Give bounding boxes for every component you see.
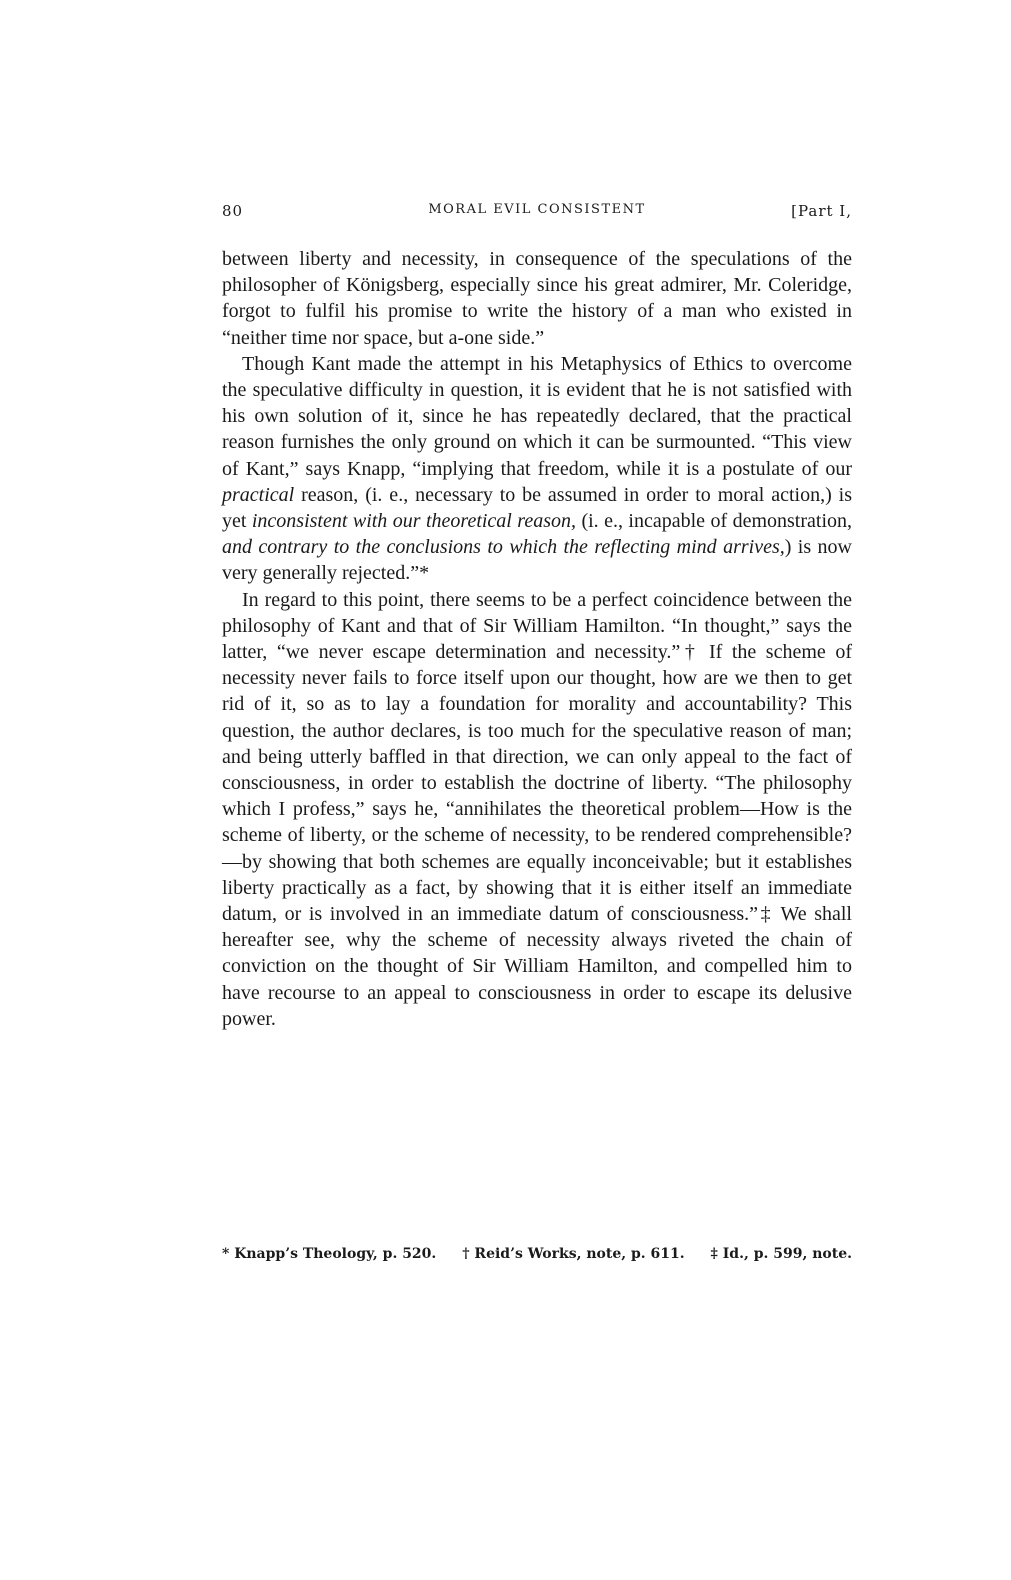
paragraph-2-italic-2: inconsistent with our theoretical reason, — [251, 510, 577, 533]
footnotes — [222, 1246, 852, 1262]
footnote-1: * Knapp’s Theology, p. 520. — [222, 1246, 437, 1262]
paragraph-3-text: In regard to this point, there seems to be a perfect coincidence between the philosophy of Kant and that of Sir William Hamilton. “In thought,” says the latter, “we never escape determination and necessity.”† If the scheme of necessity never fails to force itself upon our thought, how are we then to get rid of it, so as to lay a foundation for morality and accountability? This question, the author declares, is too much for the speculative reason of man; and being utterly baffled in that direction, we can only appeal to the fact of consciousness, in order to establish the doctrine of liberty. “The philosophy which I profess,” says he, “annihilates the theoretical problem—How is the scheme of liberty, or the scheme of necessity, to be rendered comprehensible?—by showing that both schemes are equally inconceivable; but it establishes liberty practically as a fact, by showing that it is either itself an immediate datum, or is involved in an immediate datum of consciousness.”‡ We shall hereafter see, why the scheme of necessity always riveted the chain of conviction on the thought of Sir William Hamilton, and compelled him to have recourse to an appeal to consciousness in order to escape its delusive power. — [222, 588, 852, 1030]
running-title: MORAL EVIL CONSISTENT — [428, 202, 646, 217]
paragraph-2-text-3: (i. e., incapable of demonstration, — [576, 510, 852, 533]
running-head — [222, 202, 852, 226]
paragraph-3 — [222, 587, 852, 1032]
paragraph-2-text-2: reason, (i. e., necessary to be assumed in order to moral action,) is yet — [222, 483, 852, 533]
footnote-2: † Reid’s Works, note, p. 611. — [462, 1246, 685, 1262]
paragraph-2-italic-3: and contrary to the conclusions to which the reflecting mind arrives, — [222, 536, 785, 559]
part-label: [Part I, — [791, 202, 852, 220]
body-text — [222, 246, 852, 1032]
paragraph-2 — [222, 351, 852, 587]
paragraph-1 — [222, 246, 852, 351]
paragraph-2-text-1: Though Kant made the attempt in his Metaphysics of Ethics to overcome the speculative difficulty in question, it is evident that he is not satisfied with his own solution of it, since he has repeatedly declared, that the practical reason furnishes the only ground on which it can be surmounted. “This view of Kant,” says Knapp, “implying that freedom, while it is a postulate of our — [222, 352, 852, 480]
paragraph-1-text: between liberty and necessity, in consequence of the speculations of the philosopher of Königsberg, especially since his great admirer, Mr. Coleridge, forgot to fulfil his promise to write the history of a man who existed in “neither time nor space, but a-one side.” — [222, 248, 852, 349]
paragraph-2-italic-1: practical — [222, 483, 295, 506]
page-number: 80 — [222, 202, 244, 220]
footnote-3: ‡ Id., p. 599, note. — [710, 1246, 852, 1262]
paragraph-2-text-4: ) is now very generally rejected.”* — [222, 536, 852, 585]
